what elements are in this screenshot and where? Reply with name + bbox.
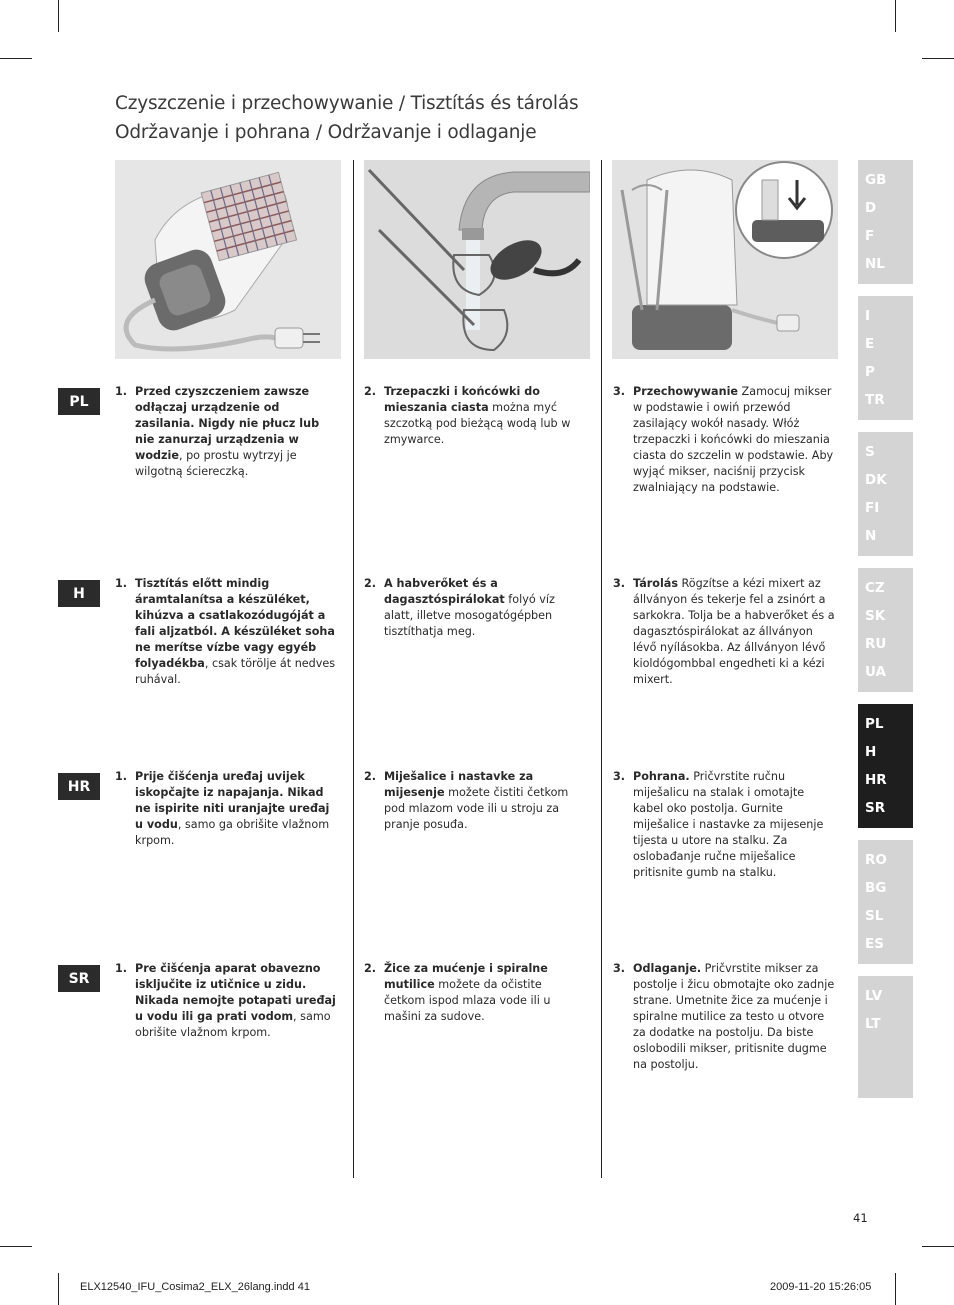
crop-mark [922,1246,954,1247]
step-bold-text: Prije čišćenja uređaj uvijek iskopčajte iz napajanja. Nikad ne ispirite niti uranjajte uređaj u vodu [135,770,330,831]
step-text: možete da očistite četkom ispod mlaza vode ili u mašini za sudove. [384,978,551,1023]
step-number: 2. [364,577,377,590]
step-text: folyó víz alatt, illetve mosogatógépben tisztíthatja meg. [384,593,555,638]
step-pl-2 [364,384,586,448]
language-tab: UA [865,664,886,680]
step-bold-text: Przed czyszczeniem zawsze odłączaj urządzenie od zasilania. Nigdy nie płucz lub nie zanurzaj urządzenia w wodzie [135,385,320,462]
step-text: Pričvrstite ručnu miješalicu na stalak i omotajte kabel oko postolja. Gurnite miješalice i nastavke za mijesenje tijesta u utore na stalku. Za oslobađanje ručne miješalice pritisnite gumb na stalku. [633,770,824,879]
crop-mark [922,58,954,59]
step-text: Rögzítse a kézi mixert az állványon és tekerje fel a zsinórt a sarkokra. Tolja be a habverőket és a dagasztóspirálokat az állványon lévő nyílásokba. Az állványon lévő kioldógombbal engedheti ki a kézi mixert. [633,577,835,686]
language-tab: TR [865,392,885,408]
step-bold-text: Przechowywanie [633,385,738,398]
language-tab: GB [865,172,887,188]
language-tab-group-2 [858,296,913,420]
step-text: , samo obrišite vlažnom krpom. [135,1010,331,1039]
language-tab-group-7 [858,976,913,1098]
step-pl-3 [613,384,835,496]
language-tab: S [865,444,875,460]
step-text: Pričvrstite mikser za postolje i žicu obmotajte oko zadnje strane. Umetnite žice za mućenje i spiralne mutilice za testo u otvore za dodatke na postolju. Da biste oslobodili mikser, pritisnite dugme na postolju. [633,962,835,1071]
language-tab: HR [865,772,887,788]
language-badge-h: H [58,580,100,607]
step-bold-text: Tisztítás előtt mindig áramtalanítsa a készüléket, kihúzva a csatlakozódugóját a fali aljzatból. A készüléket soha ne merítse vízbe vagy egyéb folyadékba [135,577,335,670]
crop-mark [895,0,896,32]
language-tab: D [865,200,877,216]
step-number: 3. [613,962,626,975]
step-number: 2. [364,962,377,975]
language-badge-sr: SR [58,965,100,992]
language-tab-group-3 [858,432,913,556]
step-sr-2 [364,961,586,1025]
step-hr-2 [364,769,586,833]
step-bold-text: Pohrana. [633,770,690,783]
hand-mixer-with-cloth-illustration [115,160,341,359]
page-title-line-1: Czyszczenie i przechowywanie / Tisztítás és tárolás [115,93,579,114]
language-tab: N [865,528,877,544]
mixer-on-stand-storage-illustration [612,160,838,359]
step-bold-text: Tárolás [633,577,678,590]
step-text: možete čistiti četkom pod mlazom vode ili u stroju za pranje posuđa. [384,786,569,831]
step-h-1 [115,576,337,688]
language-tab-group-6 [858,840,913,964]
language-tab-group-4 [858,568,913,692]
step-number: 3. [613,770,626,783]
step-text: , po prostu wytrzyj je wilgotną ściereczką. [135,449,297,478]
step-text: można myć szczotką pod bieżącą wodą lub w zmywarce. [384,401,571,446]
step-text: Zamocuj mikser w podstawie i owiń przewód zasilający wokół nasady. Włóż trzepaczki i końcówki do mieszania ciasta do szczelin w podstawie. Aby wyjąć mikser, naciśnij przycisk zwalniający na podstawie. [633,385,834,494]
language-tab: ES [865,936,884,952]
column-divider [601,160,602,1178]
language-tab: F [865,228,875,244]
step-text: , samo ga obrišite vlažnom krpom. [135,818,330,847]
language-tab: I [865,308,871,324]
step-bold-text: Odlaganje. [633,962,702,975]
language-badge-hr: HR [58,773,100,800]
step-number: 3. [613,385,626,398]
beaters-under-tap-with-brush-illustration [364,160,590,359]
step-hr-1 [115,769,337,849]
step-h-3 [613,576,835,688]
page-number: 41 [853,1211,868,1225]
step-number: 1. [115,962,128,975]
step-number: 1. [115,385,128,398]
language-tab-group-1 [858,160,913,284]
step-bold-text: A habverőket és a dagasztóspirálokat [384,577,505,606]
language-tab: H [865,744,877,760]
step-bold-text: Miješalice i nastavke za mijesenje [384,770,534,799]
step-bold-text: Pre čišćenja aparat obavezno isključite iz utičnice u zidu. Nikada nemojte potapati uređaj u vodu ili ga prati vodom [135,962,336,1023]
footer-file-info: ELX12540_IFU_Cosima2_ELX_26lang.indd 41 [80,1281,310,1293]
step-number: 3. [613,577,626,590]
language-tab: RU [865,636,887,652]
language-badge-pl: PL [58,388,100,415]
language-tab: LT [865,1016,881,1032]
step-hr-3 [613,769,835,881]
language-tab: NL [865,256,885,272]
step-pl-1 [115,384,337,480]
footer-timestamp: 2009-11-20 15:26:05 [770,1281,872,1293]
step-number: 2. [364,385,377,398]
step-bold-text: Žice za mućenje i spiralne mutilice [384,962,548,991]
language-tab: SL [865,908,884,924]
page-title-line-2: Održavanje i pohrana / Održavanje i odlaganje [115,122,537,143]
crop-mark [895,1273,896,1305]
step-number: 1. [115,770,128,783]
crop-mark [0,58,32,59]
language-tab: FI [865,500,880,516]
step-number: 2. [364,770,377,783]
crop-mark [0,1246,32,1247]
step-text: , csak törölje át nedves ruhával. [135,657,336,686]
step-sr-1 [115,961,337,1041]
language-tab: CZ [865,580,885,596]
language-tab: BG [865,880,887,896]
language-tab: E [865,336,875,352]
language-tab-group-5-active [858,704,913,828]
crop-mark [58,0,59,32]
step-number: 1. [115,577,128,590]
language-tab: SR [865,800,886,816]
language-tab: SK [865,608,886,624]
language-tab: DK [865,472,887,488]
language-tab: PL [865,716,884,732]
step-sr-3 [613,961,835,1073]
step-bold-text: Trzepaczki i końcówki do mieszania ciasta [384,385,540,414]
column-divider [353,160,354,1178]
language-tab: P [865,364,875,380]
crop-mark [58,1273,59,1305]
step-h-2 [364,576,586,640]
language-tab: RO [865,852,887,868]
language-tab: LV [865,988,883,1004]
